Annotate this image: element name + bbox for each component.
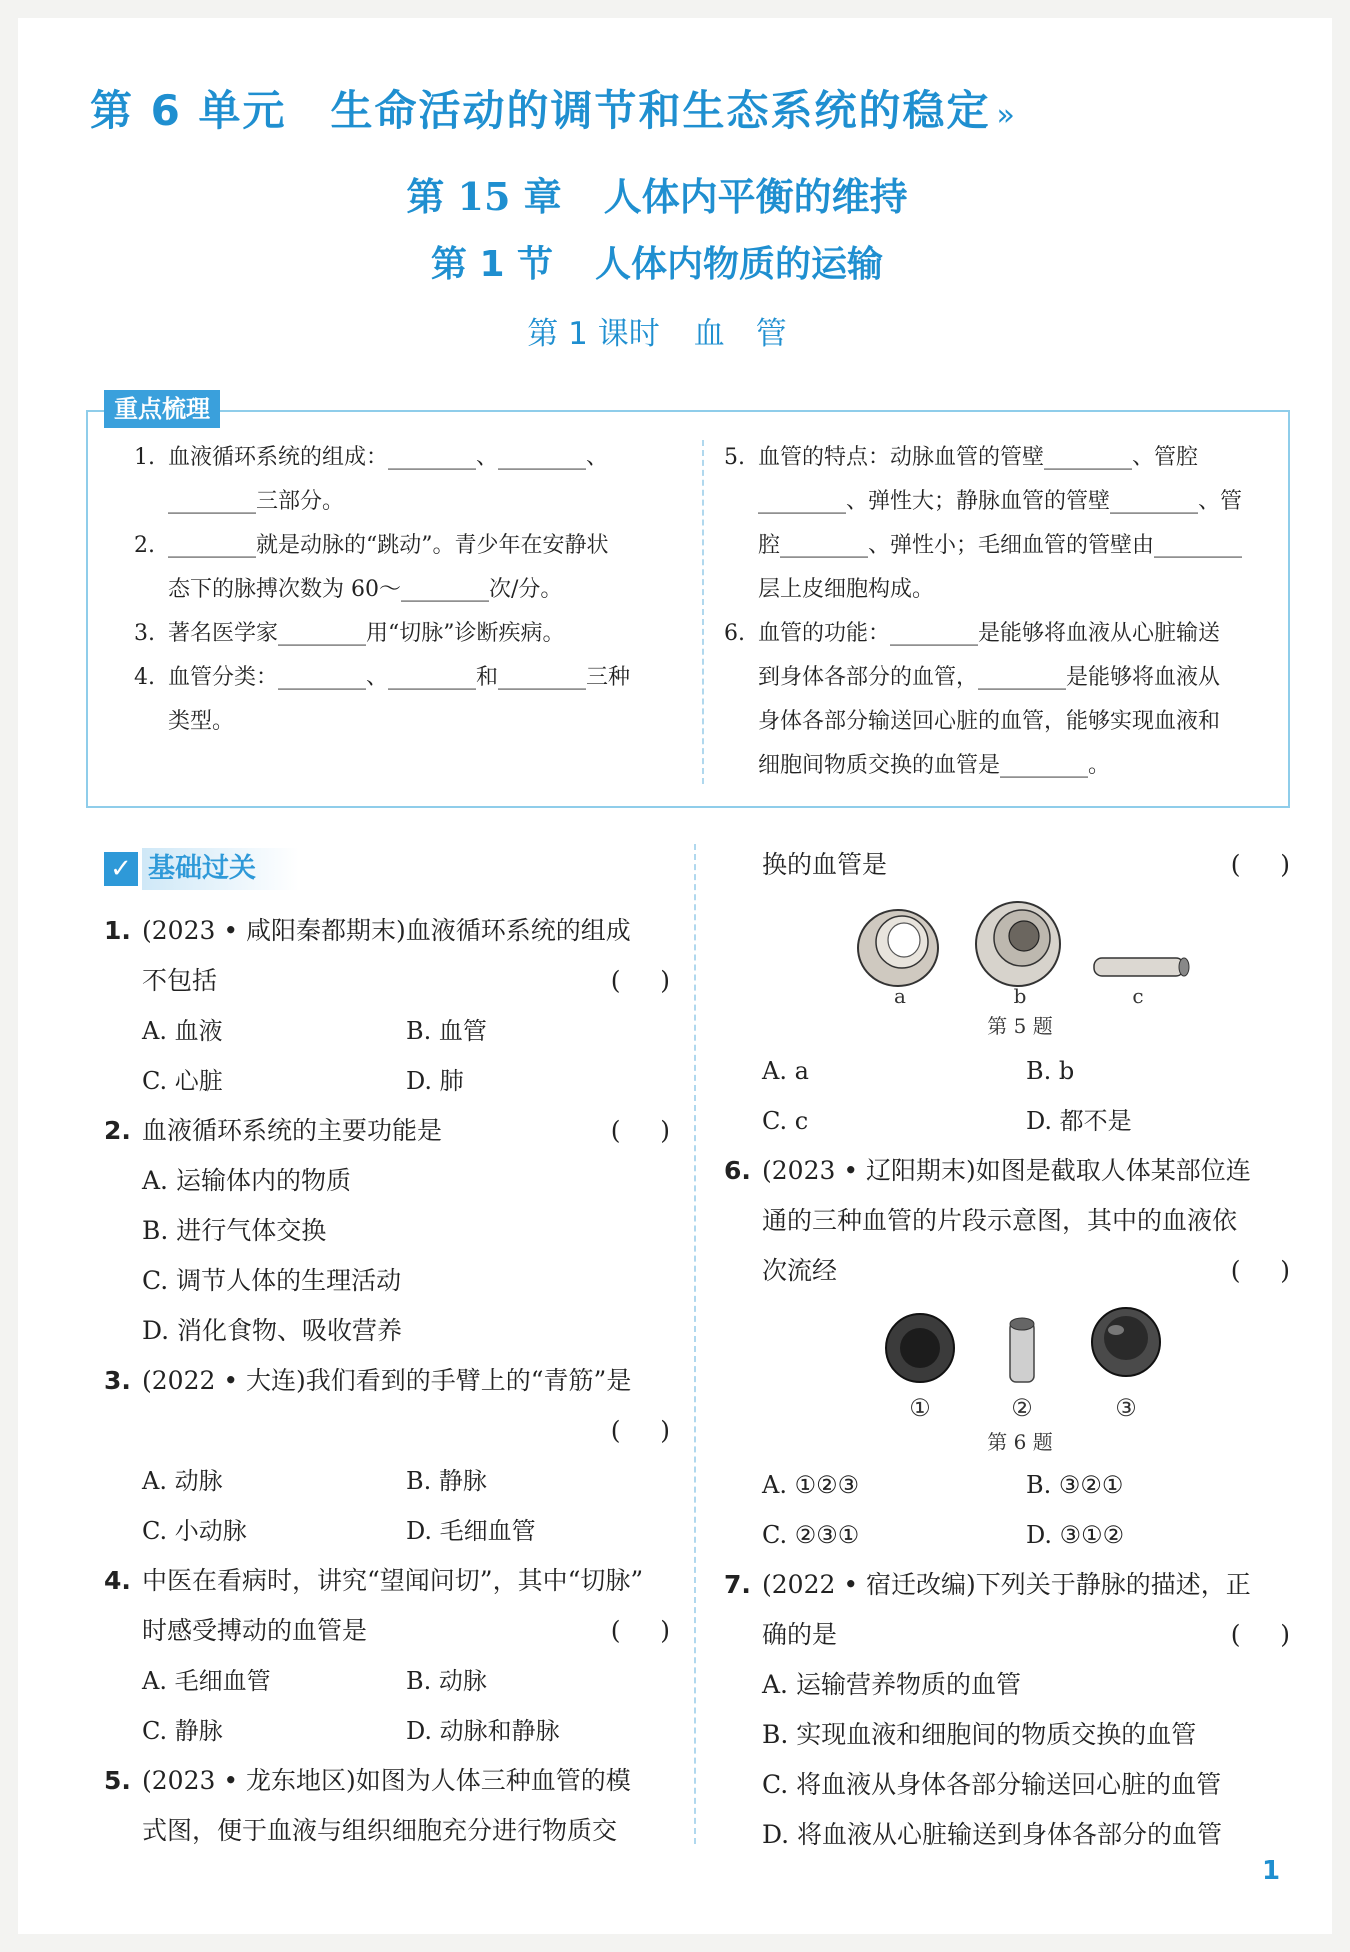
- question-5-continued: 换的血管是 ( ): [762, 840, 1290, 890]
- option-c: C. 心脏: [142, 1067, 223, 1095]
- checkbox-icon: ✓: [104, 852, 138, 886]
- option-c: C. 调节人体的生理活动: [142, 1266, 402, 1295]
- question-5-options: [762, 1046, 1290, 1146]
- figure-label-1: ①: [909, 1394, 931, 1422]
- figure-label-a: a: [894, 984, 906, 1008]
- answer-blank: ( ): [610, 1616, 670, 1645]
- blood-vessel-figure-6: [880, 1300, 1170, 1394]
- answer-blank: ( ): [610, 966, 670, 995]
- vessel-1: [886, 1314, 954, 1382]
- option-a: A. 毛细血管: [142, 1667, 271, 1695]
- figure-6-caption: 第 6 题: [987, 1430, 1053, 1454]
- answer-blank: ( ): [610, 1116, 670, 1145]
- lesson-title: 第 1 课时 血 管: [527, 316, 787, 352]
- key-point-6: 6. 血管的功能：________是能够将血液从心脏输送 到身体各部分的血管，________是能够将血液从 身体各部分输送回心脏的血管，能够实现血液和 细胞间物质交换的血管是________。: [724, 621, 1221, 778]
- question-5-stem: 5. (2023 • 龙东地区)如图为人体三种血管的模 式图，便于血液与组织细胞充分进行物质交: [104, 1766, 631, 1845]
- key-points-label: 重点梳理: [104, 390, 220, 428]
- key-point-1: 1. 血液循环系统的组成：________、________、 ________三部分。: [134, 445, 609, 514]
- answer-blank: ( ): [1230, 1256, 1290, 1285]
- option-b: B. 实现血液和细胞间的物质交换的血管: [762, 1720, 1197, 1749]
- question-7: 7. (2022 • 宿迁改编)下列关于静脉的描述，正 确的是 ( ) A. 运输营养物质的血管 B. 实现血液和细胞间的物质交换的血管 C. 将血液从身体各部分输送回心脏的血管 D. 将血液从心脏输送到身体各部分的血管: [762, 1560, 1290, 1860]
- answer-blank: ( ): [610, 1416, 670, 1445]
- question-4: 4. 中医在看病时，讲究“望闻问切”，其中“切脉” 时感受搏动的血管是 ( ) A. 毛细血管 B. 动脉 C. 静脉 D. 动脉和静脉: [142, 1556, 670, 1756]
- basic-section-label: ✓ 基础过关: [104, 848, 299, 890]
- key-points-left: [134, 436, 682, 744]
- option-c: C. 将血液从身体各部分输送回心脏的血管: [762, 1770, 1222, 1799]
- key-point-4: 4. 血管分类：________、________和________三种 类型。: [134, 665, 631, 734]
- option-b: B. 静脉: [406, 1467, 487, 1495]
- option-a: A. 血液: [142, 1017, 223, 1045]
- page-number: 1: [1262, 1856, 1281, 1886]
- key-points-right: [724, 436, 1272, 788]
- option-a: A. a: [762, 1057, 809, 1085]
- question-3: 3. (2022 • 大连)我们看到的手臂上的“青筋”是 ( ) A. 动脉 B. 静脉 C. 小动脉 D. 毛细血管: [142, 1356, 670, 1556]
- question-6-options: [762, 1460, 1290, 1560]
- option-d: D. 消化食物、吸收营养: [142, 1316, 403, 1345]
- option-d: D. 毛细血管: [406, 1517, 536, 1545]
- question-6: 6. (2023 • 辽阳期末)如图是截取人体某部位连 通的三种血管的片段示意图，其中的血液依 次流经 ( ): [762, 1146, 1290, 1296]
- option-a: A. ①②③: [762, 1471, 860, 1499]
- option-d: D. 动脉和静脉: [406, 1717, 560, 1745]
- figure-label-3: ③: [1115, 1394, 1137, 1422]
- option-d: D. 都不是: [1026, 1107, 1132, 1135]
- vessel-a-artery: [858, 910, 938, 986]
- figure-label-2: ②: [1011, 1394, 1033, 1422]
- key-point-3: 3. 著名医学家________用“切脉”诊断疾病。: [134, 621, 565, 646]
- key-points-divider: [702, 440, 704, 784]
- figure-5-caption: 第 5 题: [987, 1014, 1053, 1038]
- key-point-2: 2. ________就是动脉的“跳动”。青少年在安静状 态下的脉搏次数为 60～________次/分。: [134, 533, 609, 602]
- option-c: C. ②③①: [762, 1521, 860, 1549]
- option-b: B. 动脉: [406, 1667, 487, 1695]
- chapter-title: 第 15 章 人体内平衡的维持: [406, 174, 908, 219]
- unit-name: 生命活动的调节和生态系统的稳定: [330, 86, 991, 135]
- question-2: 2. 血液循环系统的主要功能是 ( ) A. 运输体内的物质 B. 进行气体交换 C. 调节人体的生理活动 D. 消化食物、吸收营养: [142, 1106, 670, 1356]
- option-d: D. 将血液从心脏输送到身体各部分的血管: [762, 1820, 1223, 1849]
- option-b: B. 血管: [406, 1017, 487, 1045]
- option-a: A. 动脉: [142, 1467, 223, 1495]
- unit-title: [90, 78, 1011, 138]
- vessel-2: [1010, 1318, 1034, 1382]
- option-b: B. 进行气体交换: [142, 1216, 327, 1245]
- answer-blank: ( ): [1230, 850, 1290, 879]
- option-c: C. 静脉: [142, 1717, 223, 1745]
- option-a: A. 运输体内的物质: [142, 1166, 351, 1195]
- option-c: C. c: [762, 1107, 809, 1135]
- option-a: A. 运输营养物质的血管: [762, 1670, 1021, 1699]
- unit-label: 第 6 单元: [90, 86, 287, 135]
- key-point-5: 5. 血管的特点：动脉血管的管壁________、管腔 ________、弹性大；静脉血管的管壁________、管 腔________、弹性小；毛细血管的管壁由________ 层上皮细胞构成。: [724, 445, 1243, 602]
- option-b: B. ③②①: [1026, 1471, 1124, 1499]
- vessel-c-capillary: [1094, 958, 1189, 976]
- vessel-b-vein: [976, 902, 1060, 986]
- question-1: 1. (2023 • 咸阳秦都期末)血液循环系统的组成 不包括 ( ) A. 血液 B. 血管 C. 心脏 D. 肺: [142, 906, 670, 1106]
- answer-blank: ( ): [1230, 1620, 1290, 1649]
- option-d: D. 肺: [406, 1067, 464, 1095]
- vessel-3: [1092, 1308, 1160, 1376]
- section-title: 第 1 节 人体内物质的运输: [430, 244, 884, 285]
- double-chevron-icon: »: [996, 98, 1011, 133]
- option-d: D. ③①②: [1026, 1521, 1125, 1549]
- option-c: C. 小动脉: [142, 1517, 247, 1545]
- option-b: B. b: [1026, 1057, 1075, 1085]
- figure-label-b: b: [1013, 984, 1027, 1008]
- column-divider: [694, 844, 696, 1844]
- figure-label-c: c: [1132, 984, 1144, 1008]
